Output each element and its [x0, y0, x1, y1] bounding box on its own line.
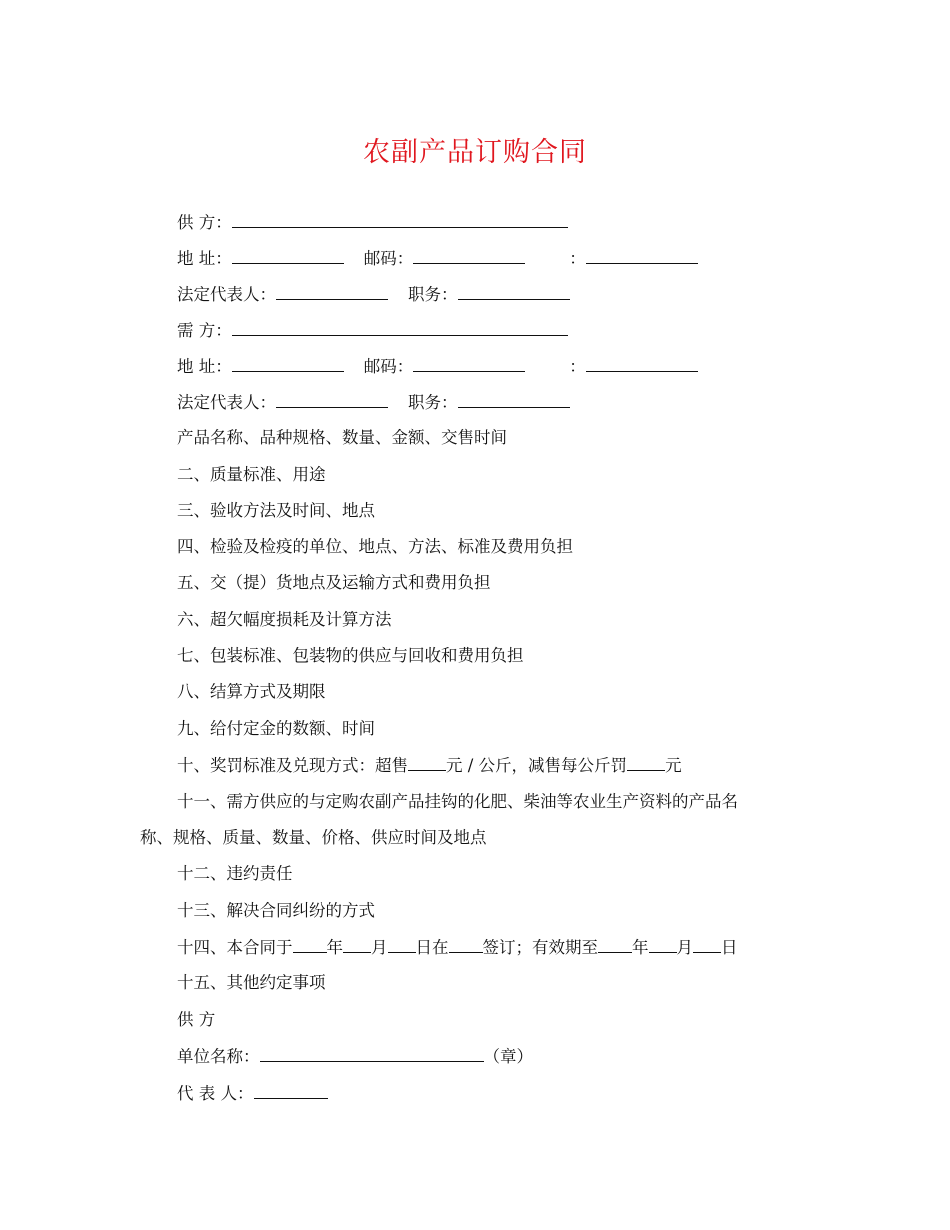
- clause-14-day2: 日: [721, 938, 738, 957]
- over-sale-reward-blank[interactable]: [408, 755, 446, 771]
- clause-9: 九、给付定金的数额、时间: [177, 719, 375, 738]
- buyer-postcode-blank[interactable]: [413, 356, 525, 372]
- buyer-label: 需 方：: [177, 321, 232, 340]
- supplier-address-label: 地 址：: [177, 249, 232, 268]
- signature-unit-label: 单位名称：: [177, 1047, 260, 1066]
- signature-party: 供 方: [177, 1010, 216, 1029]
- supplier-post-blank[interactable]: [458, 284, 570, 300]
- clause-4: 四、检验及检疫的单位、地点、方法、标准及费用负担: [177, 537, 573, 556]
- expiry-month-blank[interactable]: [649, 937, 677, 953]
- supplier-row: [177, 212, 568, 233]
- clause-14-day: 日在: [415, 938, 449, 957]
- supplier-phone-blank[interactable]: [586, 248, 698, 264]
- supplier-phone-label: ：: [569, 249, 586, 268]
- under-sale-penalty-blank[interactable]: [627, 755, 665, 771]
- supplier-post-label: 职务：: [408, 285, 458, 304]
- signature-unit-row: [177, 1046, 533, 1067]
- buyer-phone-blank[interactable]: [586, 356, 698, 372]
- clause-14-text-b: 签订；有效期至: [482, 938, 598, 957]
- buyer-rep-label: 法定代表人：: [177, 393, 276, 412]
- clause-7: 七、包装标准、包装物的供应与回收和费用负担: [177, 646, 524, 665]
- clause-13: 十三、解决合同纠纷的方式: [177, 901, 375, 920]
- buyer-name-blank[interactable]: [232, 320, 568, 336]
- clause-3: 三、验收方法及时间、地点: [177, 501, 375, 520]
- buyer-phone-label: ：: [569, 357, 586, 376]
- buyer-post-label: 职务：: [408, 393, 458, 412]
- clause-14-year: 年: [326, 938, 343, 957]
- contract-title: 农副产品订购合同: [363, 137, 587, 168]
- supplier-address-blank[interactable]: [232, 248, 344, 264]
- supplier-rep-blank[interactable]: [276, 284, 388, 300]
- clause-8: 八、结算方式及期限: [177, 682, 326, 701]
- supplier-name-blank[interactable]: [232, 212, 568, 228]
- clause-15: 十五、其他约定事项: [177, 973, 326, 992]
- clause-14-year2: 年: [632, 938, 649, 957]
- buyer-address-blank[interactable]: [232, 356, 344, 372]
- clause-14: [177, 937, 738, 958]
- signature-rep-label: 代 表 人：: [177, 1084, 254, 1103]
- supplier-rep-row: [177, 284, 570, 305]
- supplier-address-row: [177, 248, 698, 269]
- buyer-postcode-label: 邮码：: [363, 357, 414, 376]
- buyer-row: [177, 320, 568, 341]
- clause-6: 六、超欠幅度损耗及计算方法: [177, 610, 392, 629]
- clause-10-text-a: 十、奖罚标准及兑现方式：超售: [177, 756, 408, 775]
- signature-seal: （章）: [483, 1047, 533, 1066]
- buyer-rep-blank[interactable]: [276, 392, 388, 408]
- clause-14-month2: 月: [676, 938, 693, 957]
- buyer-address-label: 地 址：: [177, 357, 232, 376]
- supplier-rep-label: 法定代表人：: [177, 285, 276, 304]
- signature-unit-blank[interactable]: [260, 1046, 484, 1062]
- supplier-postcode-label: 邮码：: [363, 249, 414, 268]
- clause-10-text-b: 元 / 公斤，减售每公斤罚: [446, 756, 628, 775]
- buyer-rep-row: [177, 392, 570, 413]
- sign-month-blank[interactable]: [343, 937, 371, 953]
- clause-5: 五、交（提）货地点及运输方式和费用负担: [177, 573, 491, 592]
- sign-year-blank[interactable]: [293, 937, 327, 953]
- signature-rep-blank[interactable]: [254, 1083, 328, 1099]
- clause-2: 二、质量标准、用途: [177, 465, 326, 484]
- buyer-address-row: [177, 356, 698, 377]
- supplier-postcode-blank[interactable]: [413, 248, 525, 264]
- clause-11-line-1: 十一、需方供应的与定购农副产品挂钩的化肥、柴油等农业生产资料的产品名: [177, 792, 738, 811]
- buyer-post-blank[interactable]: [458, 392, 570, 408]
- clause-14-month: 月: [371, 938, 388, 957]
- clause-12: 十二、违约责任: [177, 864, 293, 883]
- sign-day-blank[interactable]: [388, 937, 416, 953]
- clause-10: [177, 755, 682, 776]
- expiry-day-blank[interactable]: [693, 937, 721, 953]
- clause-1: 产品名称、品种规格、数量、金额、交售时间: [177, 428, 507, 447]
- expiry-year-blank[interactable]: [598, 937, 632, 953]
- clause-11-line-2: 称、规格、质量、数量、价格、供应时间及地点: [140, 828, 487, 847]
- sign-place-blank[interactable]: [449, 937, 483, 953]
- clause-14-text-a: 十四、本合同于: [177, 938, 293, 957]
- supplier-label: 供 方：: [177, 213, 232, 232]
- signature-rep-row: [177, 1083, 328, 1104]
- clause-10-text-c: 元: [665, 756, 682, 775]
